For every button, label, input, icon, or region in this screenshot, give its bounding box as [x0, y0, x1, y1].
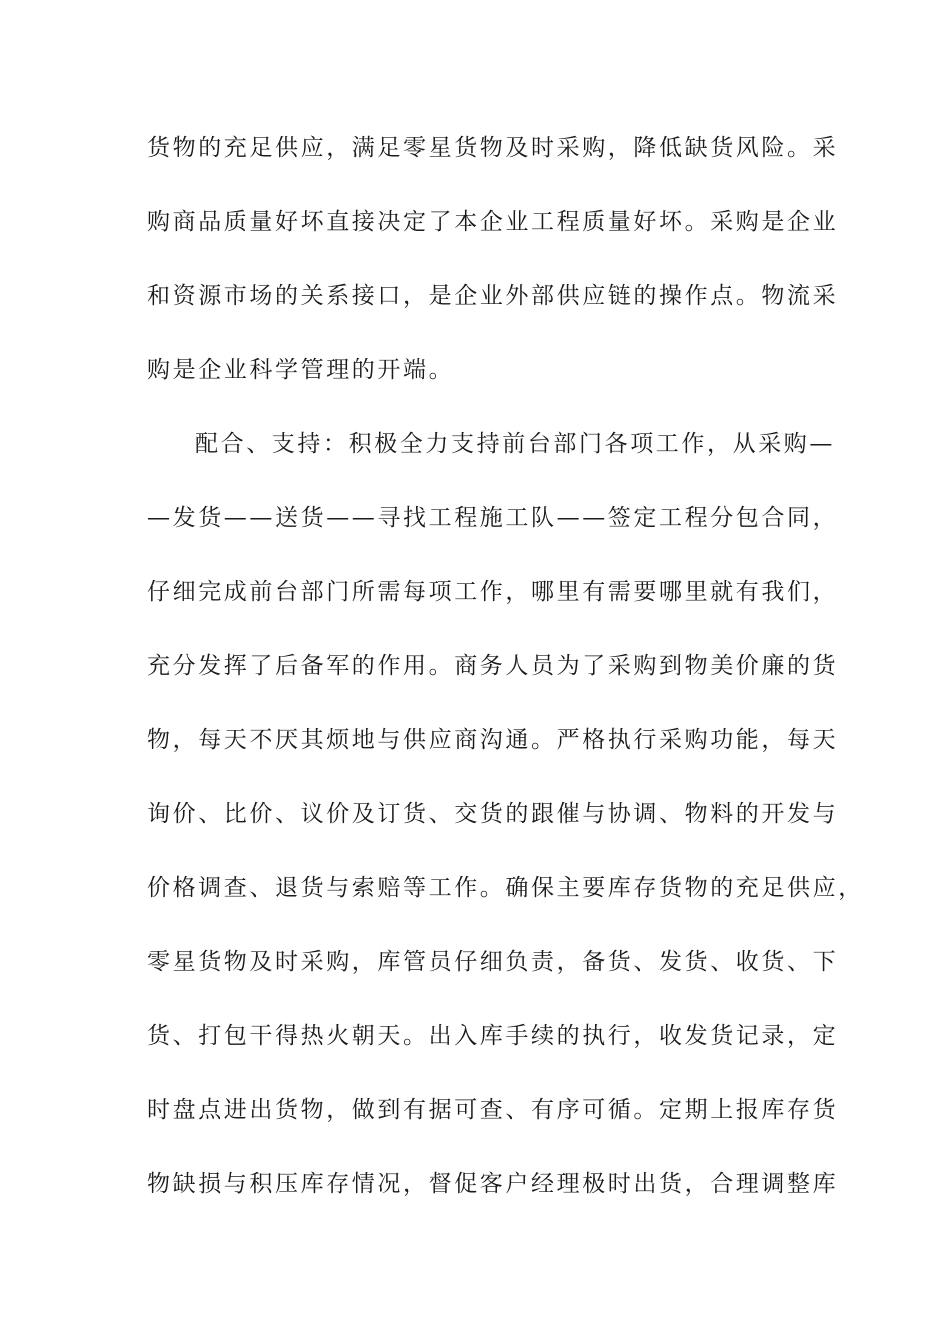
text-line: 和资源市场的关系接口，是企业外部供应链的操作点。物流采 — [147, 283, 839, 309]
text-line: 充分发挥了后备军的作用。商务人员为了采购到物美价廉的货 — [147, 653, 839, 679]
text-line: 零星货物及时采购，库管员仔细负责，备货、发货、收货、下 — [147, 949, 839, 975]
text-line: 仔细完成前台部门所需每项工作，哪里有需要哪里就有我们， — [147, 579, 839, 605]
text-line: 价格调查、退货与索赔等工作。确保主要库存货物的充足供应， — [147, 875, 864, 901]
text-line: 货、打包干得热火朝天。出入库手续的执行，收发货记录，定 — [147, 1023, 839, 1049]
text-line: 购是企业科学管理的开端。 — [147, 357, 455, 383]
text-line: 询价、比价、议价及订货、交货的跟催与协调、物料的开发与 — [147, 801, 839, 827]
text-line: —发货——送货——寻找工程施工队——签定工程分包合同， — [147, 505, 839, 531]
text-line: 物缺损与积压库存情况，督促客户经理极时出货，合理调整库 — [147, 1171, 839, 1197]
text-line: 时盘点进出货物，做到有据可查、有序可循。定期上报库存货 — [147, 1097, 839, 1123]
text-line: 货物的充足供应，满足零星货物及时采购，降低缺货风险。采 — [147, 135, 839, 161]
paragraph-first-line: 配合、支持：积极全力支持前台部门各项工作，从采购— — [195, 431, 835, 457]
text-line: 购商品质量好坏直接决定了本企业工程质量好坏。采购是企业 — [147, 209, 839, 235]
text-line: 物，每天不厌其烦地与供应商沟通。严格执行采购功能，每天 — [147, 727, 839, 753]
